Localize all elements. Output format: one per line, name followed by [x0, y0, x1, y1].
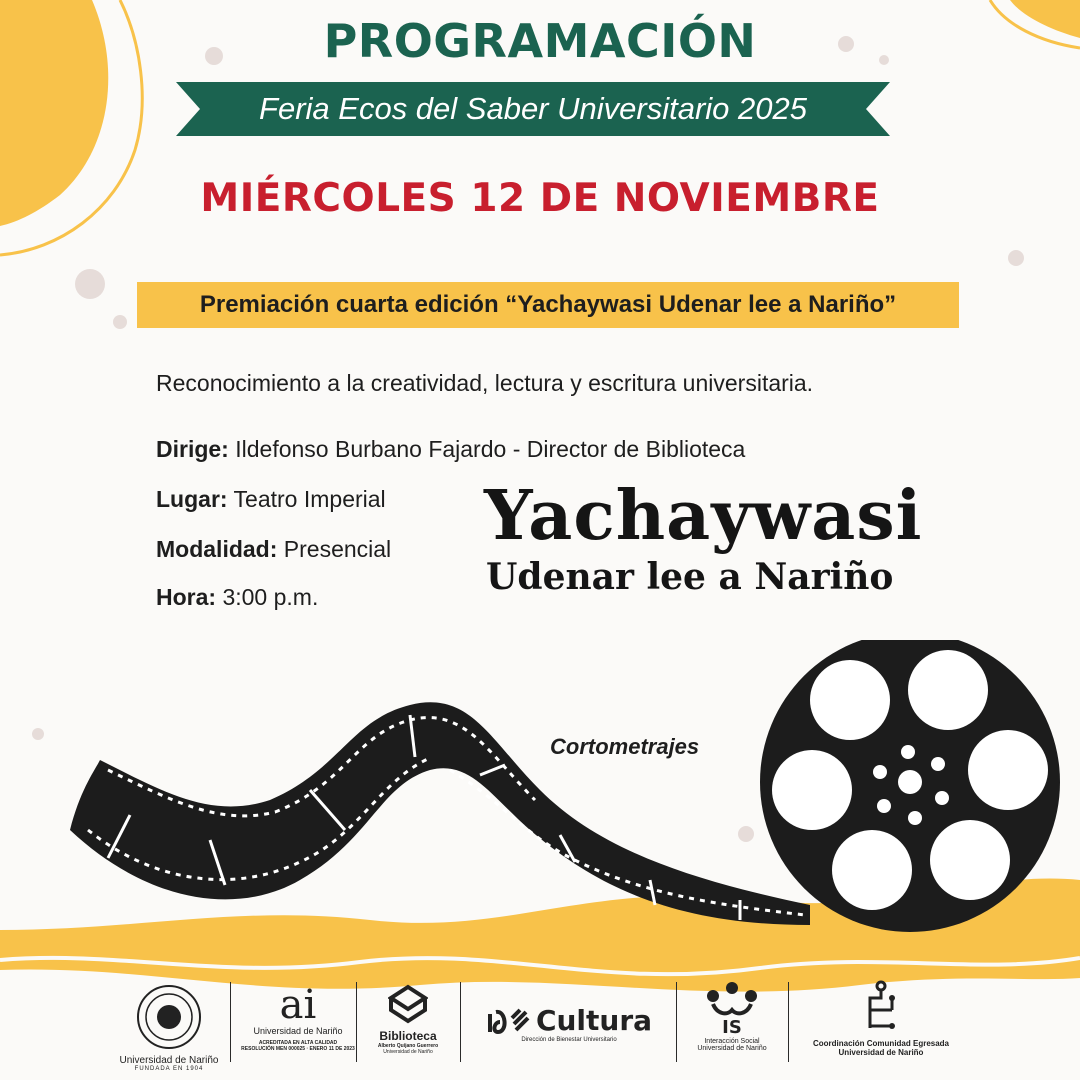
detail-value: 3:00 p.m.	[216, 584, 319, 610]
event-subtitle: Feria Ecos del Saber Universitario 2025	[259, 91, 807, 126]
egresados-line1: Coordinación Comunidad Egresada	[812, 1039, 949, 1048]
page-title: PROGRAMACIÓN	[323, 14, 757, 68]
detail-label: Dirige:	[156, 436, 229, 462]
egresados-line2: Universidad de Nariño	[838, 1048, 924, 1057]
detail-value: Ildefonso Burbano Fajardo - Director de Biblioteca	[228, 436, 746, 462]
film-label: Cortometrajes	[550, 734, 700, 759]
udenar-name: Universidad de Nariño	[119, 1055, 219, 1066]
detail-time	[156, 584, 318, 611]
detail-value: Presencial	[277, 536, 392, 562]
logo-divider	[230, 982, 231, 1062]
detail-place	[156, 486, 386, 513]
cultura-logo	[470, 1004, 668, 1043]
interaccion-line2: Universidad de Nariño	[697, 1045, 767, 1052]
film-strip-illustration	[0, 640, 1080, 940]
ai-line1: ACREDITADA EN ALTA CALIDAD	[258, 1040, 338, 1046]
book-cube-icon	[388, 984, 428, 1024]
interaccion-social-logo	[682, 980, 782, 1052]
ai-line2: RESOLUCIÓN MEN 000025 · ENERO 11 DE 2023	[241, 1046, 355, 1052]
detail-value: Teatro Imperial	[227, 486, 386, 512]
logo-divider	[788, 982, 789, 1062]
ai-mark: ai	[279, 982, 317, 1028]
logo-divider	[356, 982, 357, 1062]
detail-label: Lugar:	[156, 486, 228, 512]
cultura-line1: Dirección de Bienestar Universitario	[521, 1037, 617, 1043]
detail-mode	[156, 536, 391, 563]
logo-divider	[460, 982, 461, 1062]
event-banner-text: Premiación cuarta edición “Yachaywasi Udenar lee a Nariño”	[199, 291, 897, 318]
interaccion-mark: IS	[722, 1017, 742, 1038]
detail-director	[156, 436, 745, 463]
detail-label: Modalidad:	[156, 536, 278, 562]
biblioteca-name: Biblioteca	[379, 1029, 437, 1043]
udenar-logo	[116, 984, 222, 1072]
event-date: MIÉRCOLES 12 DE NOVIEMBRE	[200, 176, 880, 221]
cultura-name: Cultura	[535, 1004, 653, 1037]
yachaywasi-logo-subtitle: Udenar lee a Nariño	[486, 556, 894, 598]
biblioteca-line2: Universidad de Nariño	[383, 1049, 433, 1055]
udenar-tag: FUNDADA EN 1904	[134, 1066, 204, 1072]
interaccion-line1: Interacción Social	[704, 1038, 760, 1045]
biblioteca-logo	[362, 984, 454, 1055]
event-description: Reconocimiento a la creatividad, lectura y escritura universitaria.	[156, 370, 814, 396]
ai-accreditation-logo	[238, 984, 358, 1052]
cultura-mark-icon	[486, 1006, 530, 1036]
ai-name: Universidad de Nariño	[253, 1026, 343, 1036]
graduate-network-icon	[858, 980, 904, 1034]
detail-label: Hora:	[156, 584, 217, 610]
university-seal-icon	[136, 984, 202, 1050]
egresados-logo	[796, 980, 966, 1057]
yachaywasi-logo-title: Yachaywasi	[484, 476, 923, 556]
logo-divider	[676, 982, 677, 1062]
biblioteca-line1: Alberto Quijano Guerrero	[377, 1043, 439, 1049]
